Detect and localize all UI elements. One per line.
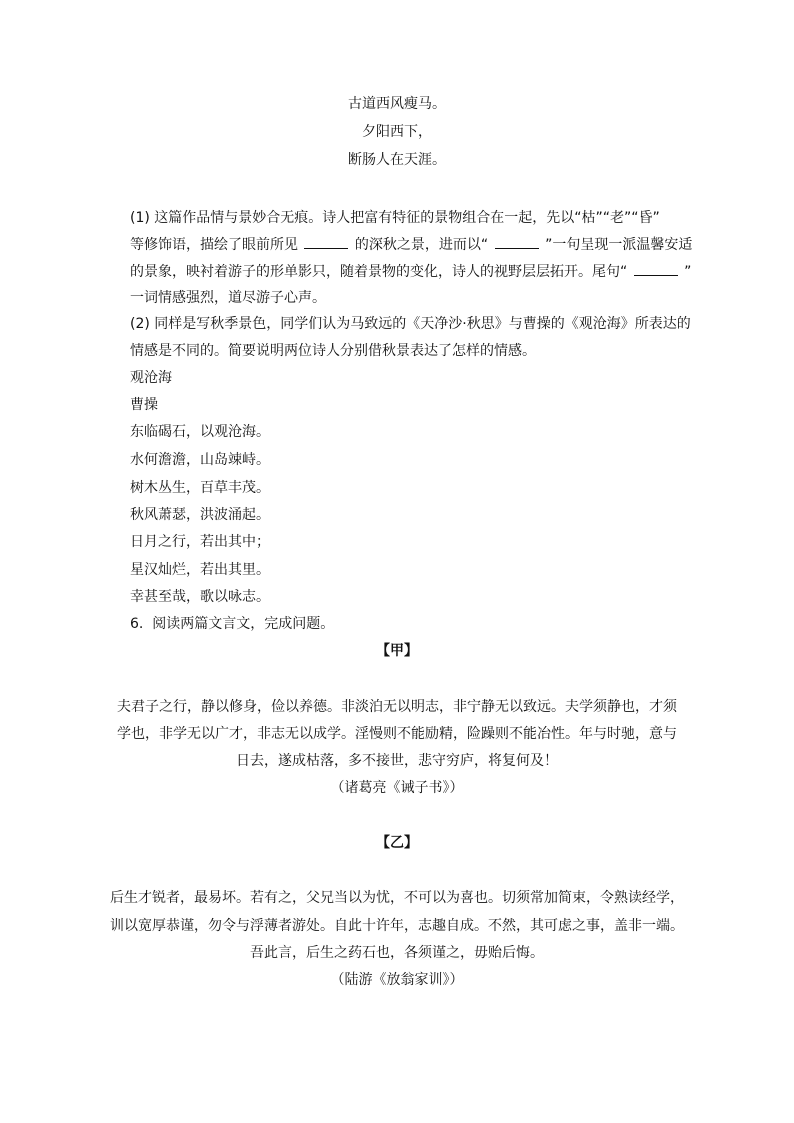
- passage-line: 学也，非学无以广才，非志无以成学。淫慢则不能励精，险躁则不能冶性。年与时驰，意与: [117, 726, 677, 742]
- passage-line: 后生才锐者，最易坏。若有之，父兄当以为忧，不可以为喜也。切须常加简束，令熟读经学，: [110, 890, 684, 906]
- poem-line: 幸甚至哉，歌以咏志。: [130, 589, 270, 605]
- answer-blank: [634, 261, 678, 276]
- question-1-line: [130, 234, 692, 255]
- question-prompt: 阅读两篇文言文，完成问题。: [152, 616, 335, 632]
- text-segment: 等修饰语，描绘了眼前所见: [130, 237, 298, 253]
- passage-line: 夫君子之行，静以修身，俭以养德。非淡泊无以明志，非宁静无以致远。夫学须静也，才须: [117, 699, 677, 715]
- passage-line: 吾此言，后生之药石也，各须谨之，毋贻后悔。: [250, 945, 544, 961]
- poem-author: 曹操: [130, 397, 158, 413]
- text-segment: ”一句呈现一派温馨安适: [545, 237, 693, 253]
- poem-title: 观沧海: [130, 370, 172, 386]
- poem-line: 水何澹澹，山岛竦峙。: [130, 452, 270, 468]
- section-heading-jia: 【甲】: [376, 643, 418, 659]
- question-1-line: 一词情感强烈，道尽游子心声。: [130, 290, 326, 306]
- poem-line: 日月之行，若出其中；: [130, 534, 270, 550]
- text-segment: 的景象，映衬着游子的形单影只，随着景物的变化，诗人的视野层层拓开。尾句“: [130, 264, 628, 280]
- question-6: [130, 614, 334, 634]
- text-segment: ”: [684, 264, 692, 280]
- question-1-line: (1) 这篇作品情与景妙合无痕。诗人把富有特征的景物组合在一起，先以“枯”“老”“昏”: [130, 210, 660, 226]
- poem-line: 秋风萧瑟，洪波涌起。: [130, 507, 270, 523]
- poem-line: 古道西风瘦马。: [348, 96, 446, 112]
- question-2-line: (2) 同样是写秋季景色，同学们认为马致远的《天净沙·秋思》与曹操的《观沧海》所表达的: [130, 316, 691, 332]
- passage-line: 训以宽厚恭谨，勿令与浮薄者游处。自此十许年，志趣自成。不然，其可虑之事，盖非一端。: [110, 918, 684, 934]
- poem-line: 夕阳西下，: [362, 124, 432, 140]
- question-1-line: [130, 261, 691, 282]
- answer-blank: [495, 234, 539, 249]
- question-number: 6.: [130, 616, 144, 632]
- passage-source: （陆游《放翁家训》）: [330, 972, 464, 988]
- poem-line: 树木丛生，百草丰茂。: [130, 480, 270, 496]
- text-segment: 的深秋之景，进而以“: [354, 237, 489, 253]
- poem-line: 星汉灿烂，若出其里。: [130, 562, 270, 578]
- answer-blank: [304, 234, 348, 249]
- passage-line: 日去，遂成枯落，多不接世，悲守穷庐，将复何及！: [236, 753, 558, 769]
- poem-line: 断肠人在天涯。: [348, 152, 446, 168]
- passage-source: （诸葛亮《诫子书》）: [330, 780, 464, 796]
- poem-line: 东临碣石，以观沧海。: [130, 424, 270, 440]
- question-2-line: 情感是不同的。简要说明两位诗人分别借秋景表达了怎样的情感。: [130, 343, 536, 359]
- section-heading-yi: 【乙】: [376, 835, 418, 851]
